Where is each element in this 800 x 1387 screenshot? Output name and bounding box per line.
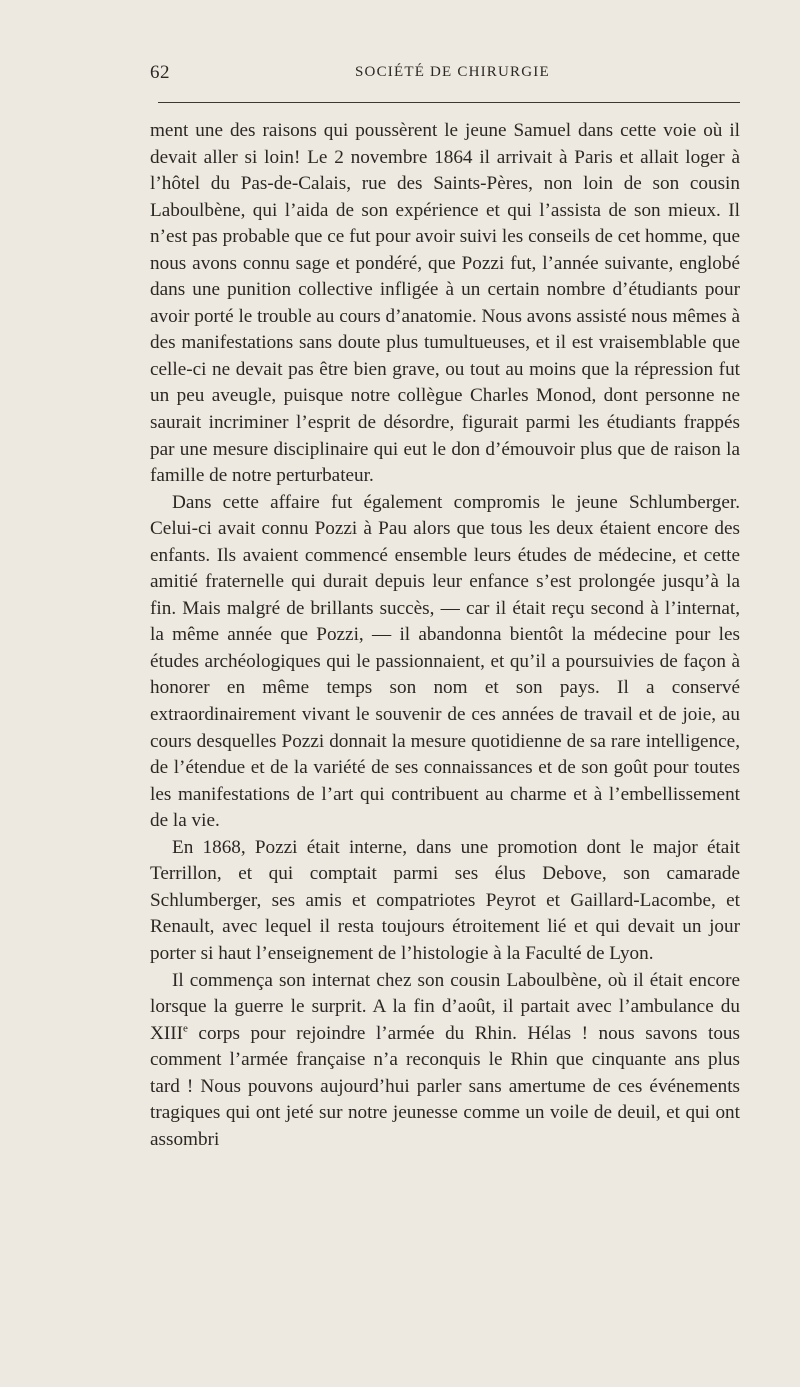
paragraph-2: Dans cette affaire fut également compromis le jeune Schlumberger. Celui-ci avait connu Pozzi à Pau alors que tous les deux étaient encore des enfants. Ils avaient commencé ensemble leurs études de médecine, et cette amitié fraternelle qui durait depuis leur enfance s’est prolongée jusqu’à la fin. Mais malgré de brillants succès, — car il était reçu second à l’internat, la même année que Pozzi, — il abandonna bientôt la médecine pour les études archéologiques qui le passionnaient, et qu’il a poursuivies de façon à honorer en même temps son nom et son pays. Il a conservé extraordinairement vivant le souvenir de ces années de travail et de joie, au cours desquelles Pozzi donnait la mesure quotidienne de sa rare intelligence, de l’étendue et de la variété de ses connaissances et de son goût pour toutes les manifestations de l’art qui contribuent au charme et à l’embellissement de la vie. xyxy=(150,491,740,832)
ordinal-superscript: e xyxy=(183,1022,188,1035)
paragraph-4-start: Il commença son internat chez son cousin Laboulbène, où il était encore lorsque la guerre le surprit. A la fin d’août, il partait avec l’ambulance du XIII xyxy=(150,969,740,1044)
page-number: 62 xyxy=(150,62,170,83)
paragraph-4 xyxy=(150,968,740,1154)
body-text xyxy=(150,118,740,1153)
running-title: SOCIÉTÉ DE CHIRURGIE xyxy=(355,64,550,80)
paragraph-3: En 1868, Pozzi était interne, dans une promotion dont le major était Terrillon, et qui comptait parmi ses élus Debove, son camarade Schlumberger, ses amis et compatriotes Peyrot et Gaillard-Lacombe, et Renault, avec lequel il resta toujours étroitement lié et qui devait un jour porter si haut l’enseignement de l’histologie à la Faculté de Lyon. xyxy=(150,836,740,964)
paragraph-4-end: corps pour rejoindre l’armée du Rhin. Hélas ! nous savons tous comment l’armée française n’a reconquis le Rhin que cinquante ans plus tard ! Nous pouvons aujourd’hui parler sans amertume de ces événements tragiques qui ont jeté sur notre jeunesse comme un voile de deuil, et qui ont assombri xyxy=(150,1022,740,1150)
paragraph-1: ment une des raisons qui poussèrent le jeune Samuel dans cette voie où il devait aller si loin! Le 2 novembre 1864 il arrivait à Paris et allait loger à l’hôtel du Pas-de-Calais, rue des Saints-Pères, non loin de son cousin Laboulbène, qui l’aida de son expérience et qui l’assista de son mieux. Il n’est pas probable que ce fut pour avoir suivi les conseils de cet homme, que nous avons connu sage et pondéré, que Pozzi fut, l’année suivante, englobé dans une punition collective infligée à un certain nombre d’étudiants pour avoir porté le trouble au cours d’anatomie. Nous avons assisté nous mêmes à des manifestations sans doute plus tumultueuses, et il est vraisemblable que celle-ci ne devait pas être bien grave, ou tout au moins que la répression fut un peu aveugle, puisque notre collègue Charles Monod, dont personne ne saurait incriminer l’esprit de désordre, figurait parmi les étudiants frappés par une mesure disciplinaire qui eut le don d’émouvoir plus que de raison la famille de notre perturbateur. xyxy=(150,120,740,487)
page-header xyxy=(150,62,740,90)
header-rule xyxy=(158,102,740,103)
